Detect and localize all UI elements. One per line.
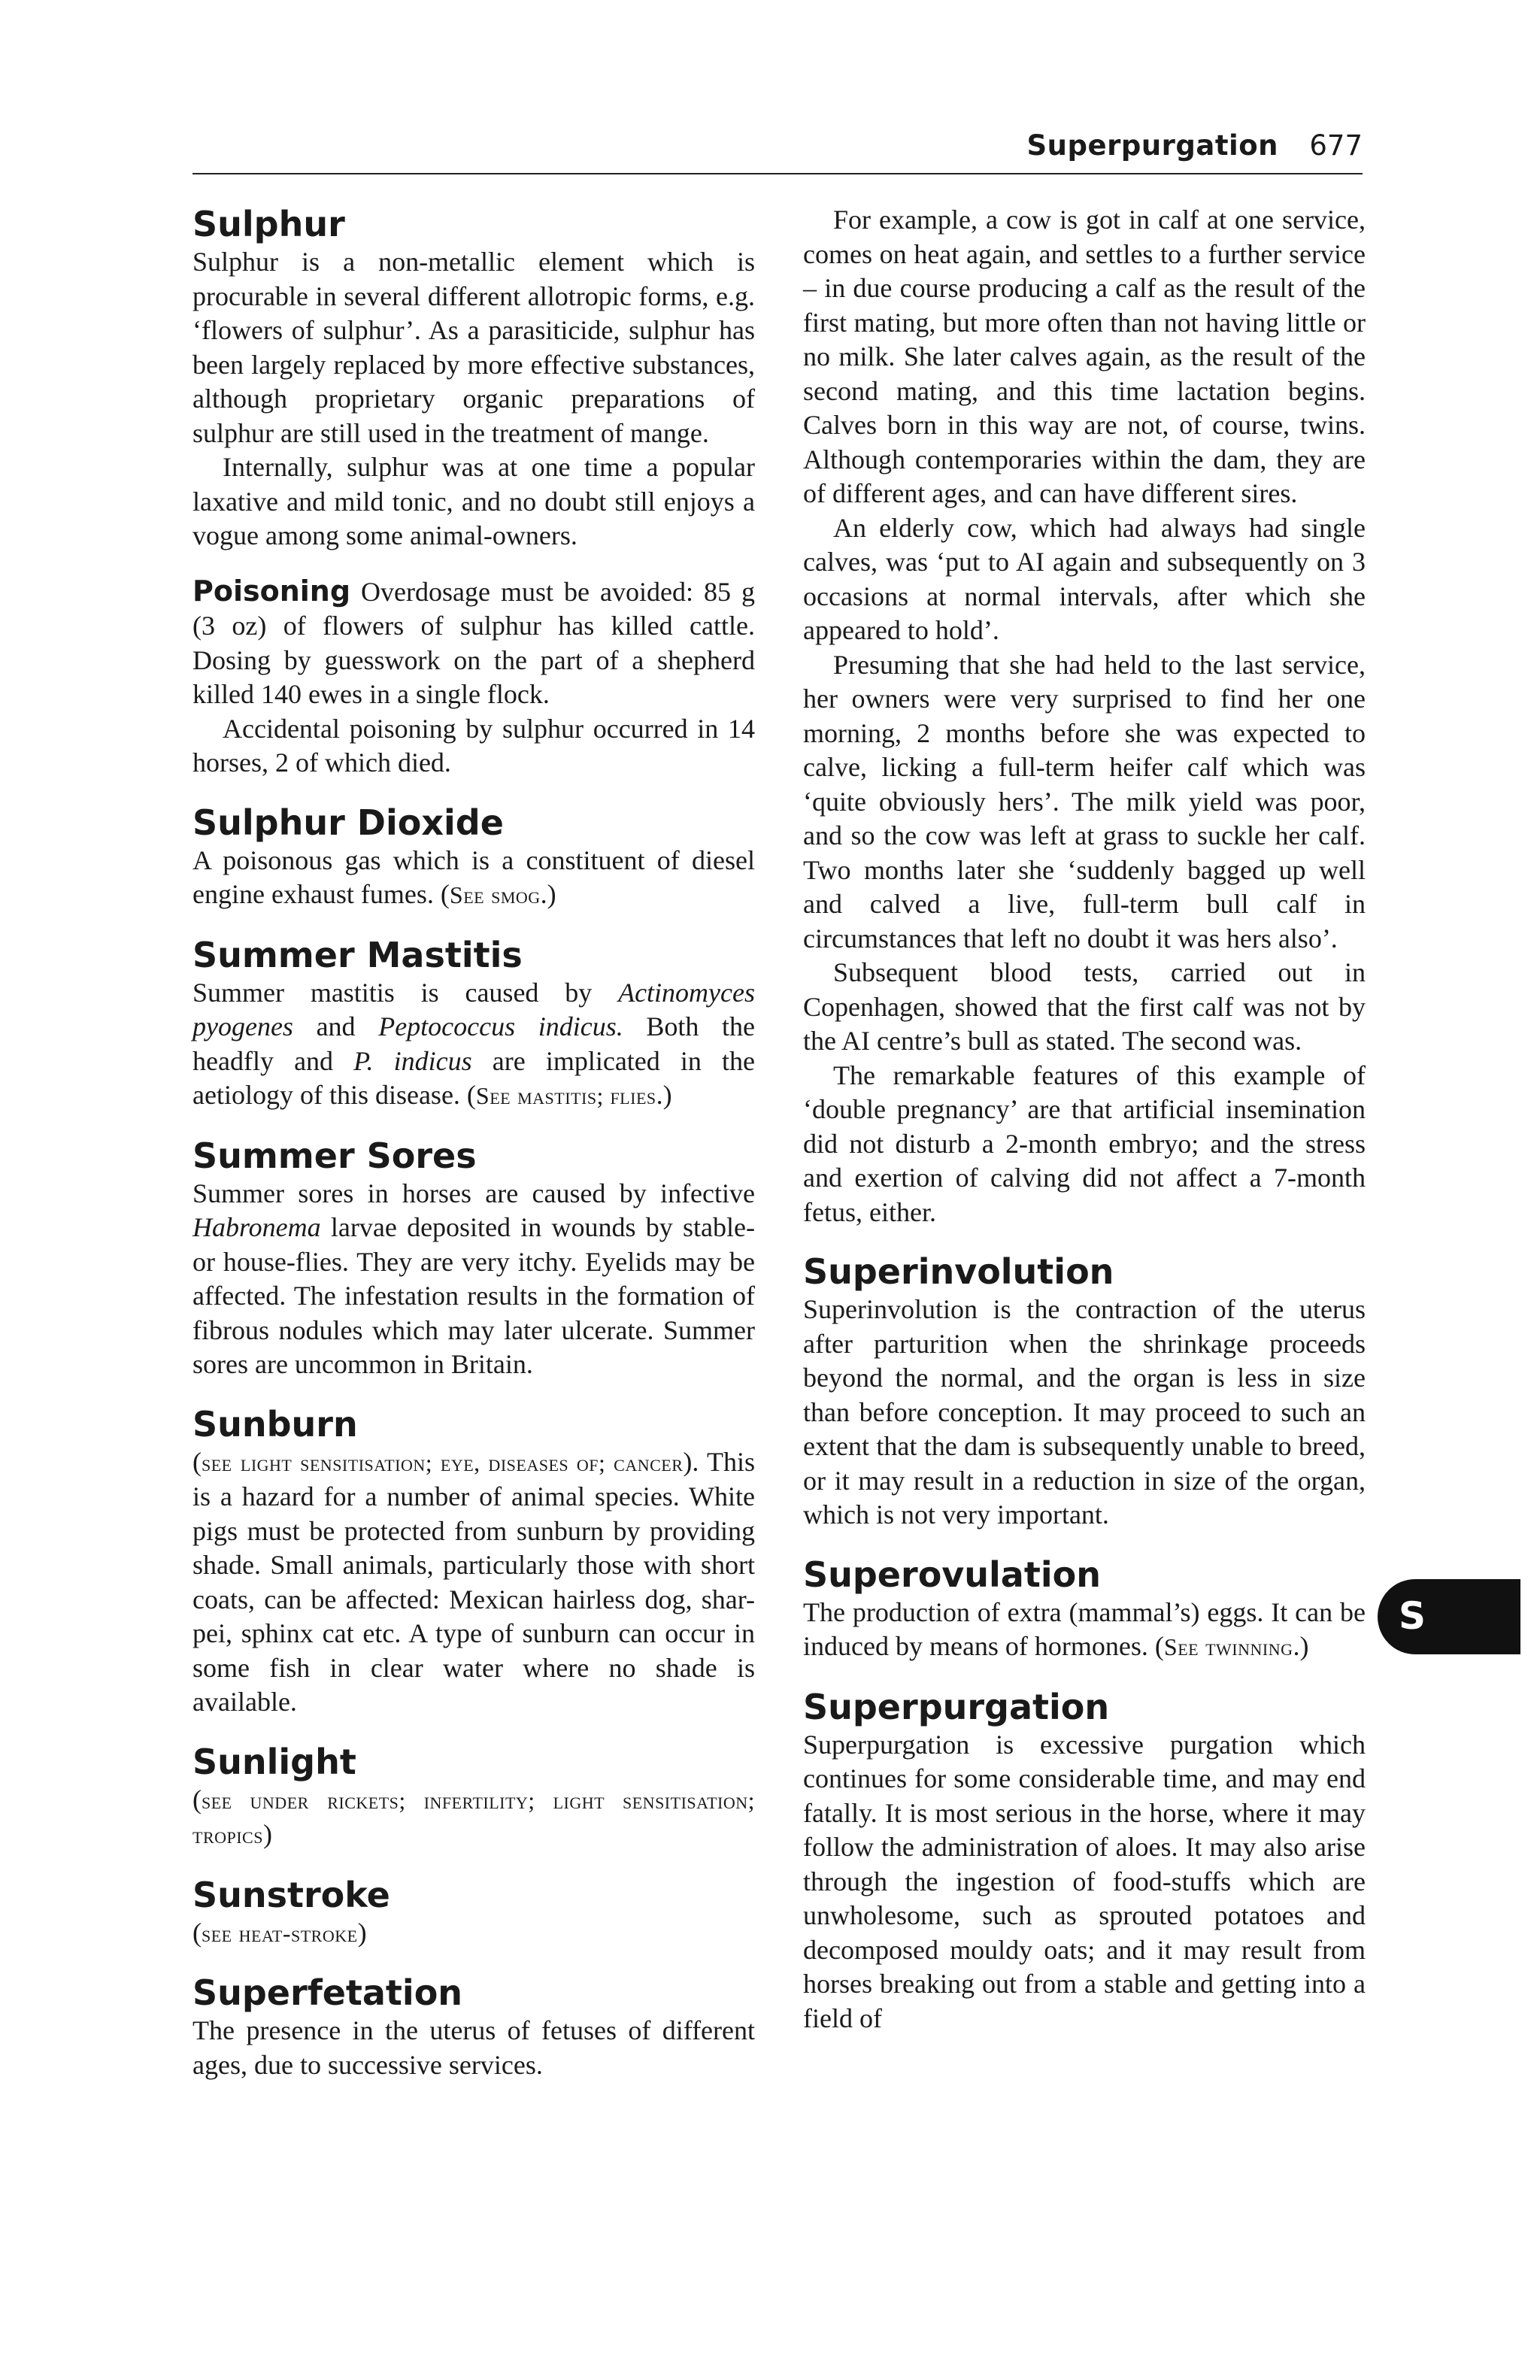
entry-sunlight [192,1741,755,1853]
right-column [803,203,1366,2036]
paragraph: An elderly cow, which had always had single calves, was ‘put to AI again and subsequently on 3 occasions at normal intervals, after which she appeared to hold’. [803,512,1366,645]
species-name: Actinomyces pyogenes [192,977,755,1041]
paragraph-text: and [293,1011,379,1041]
entry-title: Sunburn [192,1403,358,1445]
entry-superfetation-continued [803,203,1366,1229]
paragraph [192,1177,755,1382]
see-label: See [475,1082,511,1109]
paragraph-text: .) [1293,1631,1309,1661]
section-thumb-tab [1378,1579,1520,1654]
entry-title: Sulphur [192,204,345,244]
paragraph-text: ( [192,1446,202,1477]
paragraph: Presuming that she had held to the last service, her owners were very surprised to find her one morning, 2 months before she was expected to calve, licking a full-term heifer calf which was ‘quite obviously hers’. The milk yield was poor, and so the cow was left at grass to suckle her calf. Two months later she ‘suddenly bagged up well and calved a live, full-term bull calf in circumstances that left no doubt it was hers also’. [803,649,1366,954]
entry-superinvolution [803,1251,1366,1533]
entry-title: Sunstroke [192,1874,390,1915]
subheading-poisoning: Poisoning [192,574,351,608]
entry-superfetation [192,1972,755,2082]
entry-title: Summer Sores [192,1135,477,1176]
paragraph: Internally, sulphur was at one time a popular laxative and mild tonic, and no doubt still enjoys a vogue among some animal-owners. [192,452,755,550]
paragraph [803,1596,1366,1665]
paragraph [192,1445,755,1720]
paragraph [192,976,755,1114]
cross-reference: rickets; infertility; light sensitisation; tropics [192,1786,756,1848]
paragraph-text: Overdosage must be avoided: 85 g (3 oz) of flowers of sulphur has killed cattle. Dosing by guesswork on the part of a shepherd killed 140 ewes in a single flock. [192,576,755,709]
paragraph: For example, a cow is got in calf at one service, comes on heat again, and settles to a further service – in due course producing a calf as the result of the first mating, but more often than not having little or no milk. She later calves again, as the result of the second mating, and this time lactation begins. Calves born in this way are not, of course, twins. Although contemporaries within the dam, they are of different ages, and can have different sires. [803,205,1366,508]
paragraph-text: ) [357,1917,367,1948]
paragraph-text: Summer mastitis is caused by [192,977,619,1008]
entry-superovulation [803,1554,1366,1665]
paragraph: Sulphur is a non-metallic element which is procurable in several different allotropic forms, e.g. ‘flowers of sulphur’. As a parasiticide, sulphur has been largely replaced by more effective substances, although proprietary organic preparations of sulphur are still used in the treatment of mange. [192,247,755,448]
left-column [192,203,755,2082]
paragraph [192,1783,755,1853]
cross-reference: mastitis; flies [517,1082,656,1109]
spacer [192,553,755,575]
entry-title: Superinvolution [803,1251,1114,1292]
entry-sulphur [192,203,755,781]
entry-title: Superpurgation [803,1686,1110,1727]
paragraph: The remarkable features of this example of ‘double pregnancy’ are that artificial insemination did not disturb a 2-month embryo; and the stress and exertion of calving did not affect a 7-month fetus, either. [803,1060,1366,1227]
paragraph: The presence in the uterus of fetuses of different ages, due to successive services. [192,2015,755,2080]
paragraph-text: ( [192,1784,202,1815]
paragraph-text: are implicated in the aetiology of this disease. ( [192,1045,755,1110]
paragraph-text: ). This is a hazard for a number of animal species. White pigs must be protected from sunburn by providing shade. Small animals, particularly those with short coats, can be affected: Mexican hairless dog, shar-pei, sphinx cat etc. A type of sunburn can occur in some fish in clear water where no shade is available. [192,1446,755,1717]
entry-title: Superovulation [803,1554,1101,1595]
paragraph: Superpurgation is excessive purgation which continues for some considerable time, and may end fatally. It is most serious in the horse, where it may follow the administration of aloes. It may also arise through the ingestion of food-stuffs which are unwholesome, such as sprouted potatoes and decomposed mouldy oats; and it may result from horses breaking out from a stable and getting into a field of [803,1729,1366,2033]
paragraph-text: A poisonous gas which is a constituent of diesel engine exhaust fumes. ( [192,844,755,909]
paragraph-text: Summer sores in horses are caused by infective [192,1178,755,1208]
paragraph-text: The production of extra (mammal’s) eggs. It can be induced by means of hormones. ( [803,1596,1366,1661]
entry-title: Sulphur Dioxide [192,802,504,843]
paragraph-text: larvae deposited in wounds by stable- or house-flies. They are very itchy. Eyelids may be affected. The infestation results in the formation of fibrous nodules which may later ulcerate. Summer sores are uncommon in Britain. [192,1212,755,1379]
section-letter: S [1399,1594,1426,1638]
running-title: Superpurgation [1026,129,1278,162]
paragraph [192,844,755,913]
see-label: See [1163,1633,1199,1660]
paragraph-text: ( [192,1917,202,1948]
see-label: see [202,1919,232,1947]
entry-title: Summer Mastitis [192,934,523,975]
paragraph [192,1916,755,1951]
entry-sunstroke [192,1874,755,1951]
cross-reference: twinning [1205,1633,1293,1660]
paragraph [192,575,755,712]
see-label: see under [202,1786,309,1814]
cross-reference: light sensitisation; eye, diseases of; cancer [240,1448,684,1476]
paragraph-text: ) [262,1819,272,1849]
paragraph: Subsequent blood tests, carried out in Copenhagen, showed that the first calf was not by the AI centre’s bull as stated. The second was. [803,957,1366,1056]
entry-sulphur-dioxide [192,802,755,913]
genus-name: Habronema [192,1212,321,1242]
paragraph-text: .) [540,879,556,909]
page-number: 677 [1309,129,1363,162]
see-label: see [202,1448,232,1476]
cross-reference: smog [491,881,541,908]
paragraph: Superinvolution is the contraction of the uterus after parturition when the shrinkage proceeds beyond the normal, and the organ is less in size than before conception. It may proceed to such an extent that the dam is subsequently unable to breed, or it may result in a reduction in size of the organ, which is not very important. [803,1294,1366,1530]
see-label: See [449,881,485,908]
entry-summer-sores [192,1135,755,1382]
paragraph-text: .) [656,1080,672,1110]
entry-title: Sunlight [192,1741,356,1782]
cross-reference: heat-stroke [238,1919,358,1947]
entry-superpurgation [803,1686,1366,2036]
species-name: Peptococcus indicus. [378,1011,623,1041]
species-name: P. indicus [353,1045,472,1076]
paragraph-text: Both the headfly and [192,1011,756,1076]
entry-title: Superfetation [192,1972,463,2013]
entry-sunburn [192,1403,755,1720]
paragraph: Accidental poisoning by sulphur occurred in 14 horses, 2 of which died. [192,713,755,778]
entry-summer-mastitis [192,934,755,1114]
running-header [192,126,1363,174]
